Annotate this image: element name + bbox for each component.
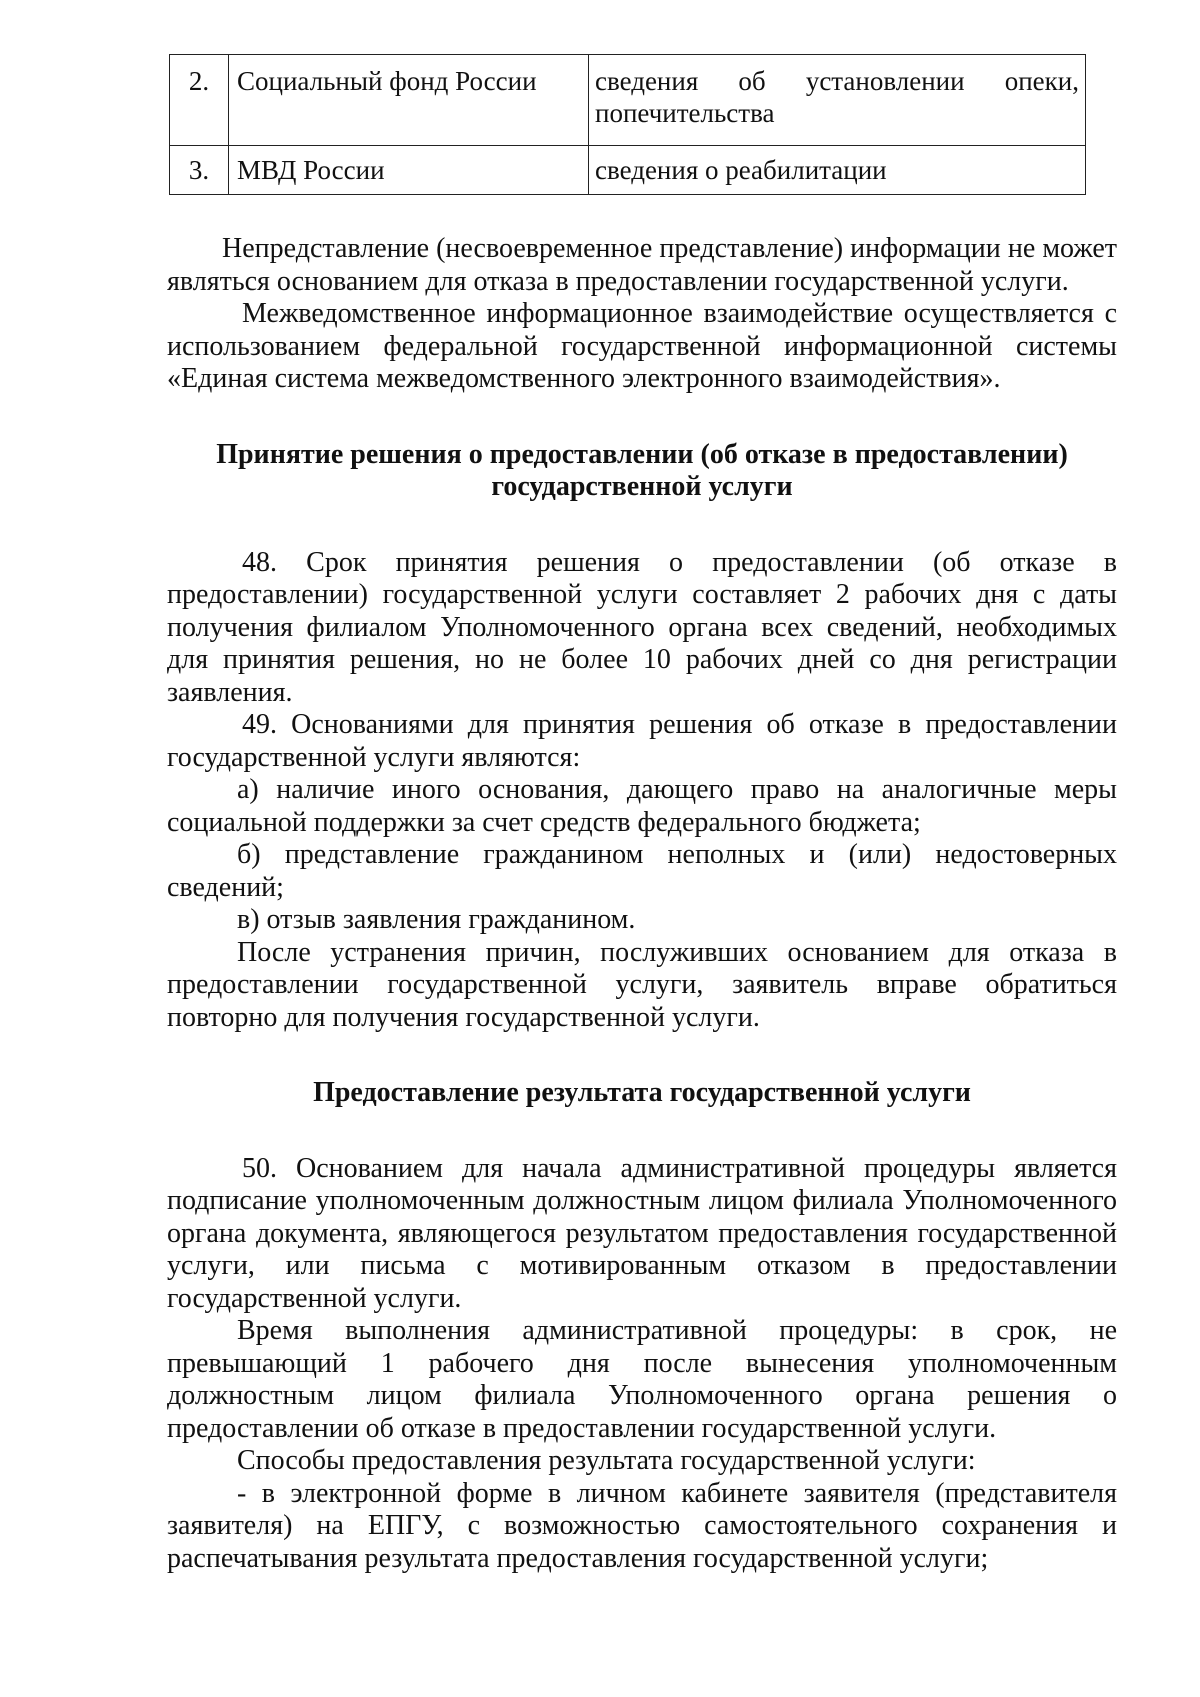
- agencies-table: [169, 54, 1086, 195]
- information-type: сведения о реабилитации: [589, 146, 1086, 195]
- paragraph-49: 49. Основаниями для принятия решения об отказе в предоставлении государственной услуги являются:: [167, 709, 1117, 773]
- paragraph-48: 48. Срок принятия решения о предоставлении (об отказе в предоставлении) государственной услуги составляет 2 рабочих дня с даты получения филиалом Уполномоченного органа всех сведений, необходимых для принятия решения, но не более 10 рабочих дней со дня регистрации заявления.: [167, 546, 1117, 708]
- row-number: 2.: [170, 55, 229, 146]
- section-heading-decision: Принятие решения о предоставлении (об отказе в предоставлении) государственной услуги: [216, 438, 1068, 502]
- table-row: [170, 146, 1086, 195]
- list-item-a: а) наличие иного основания, дающего право на аналогичные меры социальной поддержки за счет средств федерального бюджета;: [167, 774, 1117, 838]
- paragraph-50: 50. Основанием для начала административной процедуры является подписание уполномоченным должностным лицом филиала Уполномоченного органа документа, являющегося результатом предоставления государственной услуги, или письма с мотивированным отказом в предоставлении государственной услуги.: [167, 1152, 1117, 1314]
- row-number: 3.: [170, 146, 229, 195]
- organization-name: Социальный фонд России: [229, 55, 589, 146]
- list-item-electronic: - в электронной форме в личном кабинете заявителя (представителя заявителя) на ЕПГУ, с возможностью самостоятельного сохранения и распечатывания результата предоставления государственной услуги;: [167, 1477, 1117, 1574]
- paragraph-execution-time: Время выполнения административной процедуры: в срок, не превышающий 1 рабочего дня после вынесения уполномоченным должностным лицом филиала Уполномоченного органа решения о предоставлении об отказе в предоставлении государственной услуги.: [167, 1315, 1117, 1444]
- document-page: [167, 54, 1117, 1575]
- paragraph-after-elimination: После устранения причин, послуживших основанием для отказа в предоставлении государственной услуги, заявитель вправе обратиться повторно для получения государственной услуги.: [167, 936, 1117, 1033]
- list-item-b: б) представление гражданином неполных и (или) недостоверных сведений;: [167, 839, 1117, 903]
- table-row: [170, 55, 1086, 146]
- organization-name: МВД России: [229, 146, 589, 195]
- information-type: сведения об установлении опеки, попечительства: [589, 55, 1086, 146]
- paragraph-nonsubmission: Непредставление (несвоевременное представление) информации не может являться основанием для отказа в предоставлении государственной услуги.: [167, 233, 1117, 297]
- paragraph-methods: Способы предоставления результата государственной услуги:: [237, 1445, 976, 1476]
- paragraph-interaction: Межведомственное информационное взаимодействие осуществляется с использованием федеральной государственной информационной системы «Единая система межведомственного электронного взаимодействия».: [167, 298, 1117, 394]
- section-heading-result: Предоставление результата государственной услуги: [313, 1077, 971, 1108]
- list-item-c: в) отзыв заявления гражданином.: [237, 904, 636, 935]
